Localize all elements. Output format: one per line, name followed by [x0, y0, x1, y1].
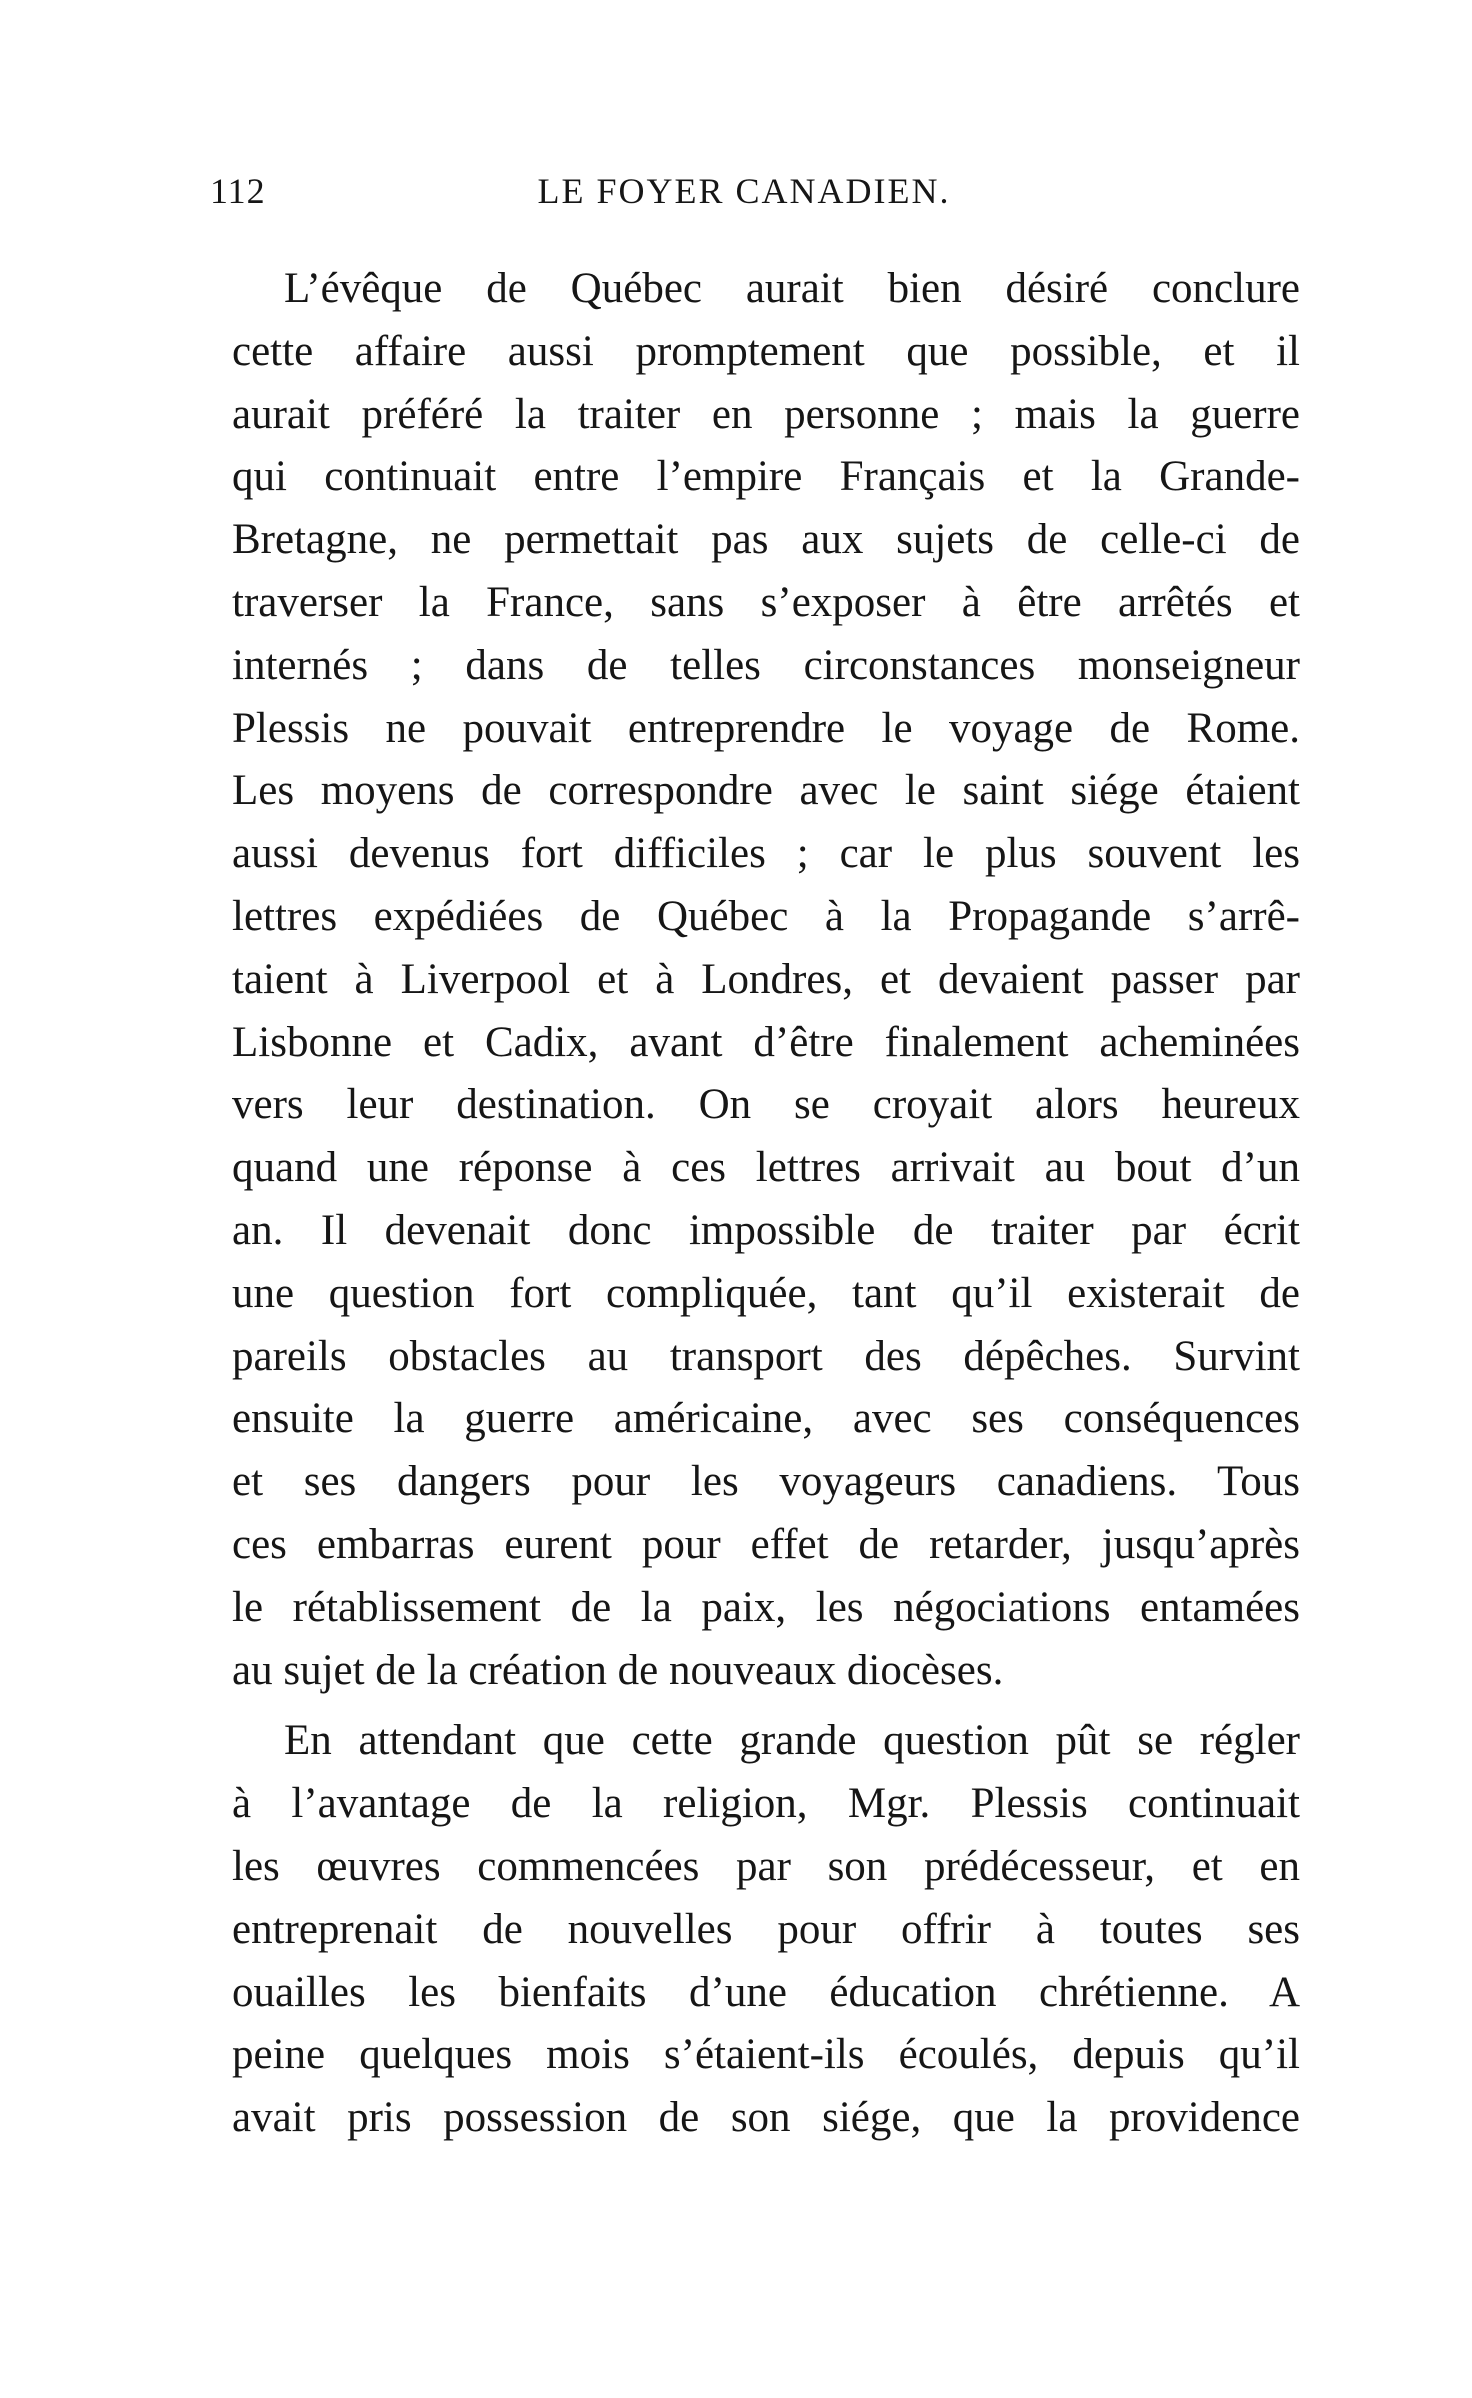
text-line: ouailles les bienfaits d’une éducation chrétienne. A — [232, 1968, 1300, 2016]
text-line: L’évêque de Québec aurait bien désiré conclure — [284, 265, 1300, 312]
text-line: qui continuait entre l’empire Français et la Grande- — [232, 453, 1300, 501]
text-line: ces embarras eurent pour effet de retarder, jusqu’après — [232, 1520, 1300, 1568]
body-text — [232, 258, 1300, 2150]
page-header — [210, 170, 1278, 230]
paragraph-2 — [232, 1710, 1300, 2150]
text-line: lettres expédiées de Québec à la Propagande s’arrê- — [232, 892, 1300, 940]
text-line: taient à Liverpool et à Londres, et devaient passer par — [232, 955, 1300, 1003]
page-number: 112 — [210, 171, 266, 211]
text-line: Les moyens de correspondre avec le saint siége étaient — [232, 767, 1300, 815]
text-line: Plessis ne pouvait entreprendre le voyage de Rome. — [232, 704, 1300, 752]
text-line: les œuvres commencées par son prédécesseur, et en — [232, 1842, 1300, 1890]
text-line: Lisbonne et Cadix, avant d’être finalement acheminées — [232, 1018, 1300, 1066]
text-line: vers leur destination. On se croyait alors heureux — [232, 1081, 1300, 1129]
text-line: et ses dangers pour les voyageurs canadiens. Tous — [232, 1458, 1300, 1506]
text-line: le rétablissement de la paix, les négociations entamées — [232, 1583, 1300, 1631]
paragraph-spacer — [232, 1702, 1300, 1710]
text-line: an. Il devenait donc impossible de traiter par écrit — [232, 1206, 1300, 1254]
text-line: internés ; dans de telles circonstances monseigneur — [232, 641, 1300, 689]
text-line: au sujet de la création de nouveaux diocèses. — [232, 1646, 1004, 1694]
text-line: à l’avantage de la religion, Mgr. Plessis continuait — [232, 1780, 1300, 1828]
text-line: cette affaire aussi promptement que possible, et il — [232, 327, 1300, 375]
text-line: peine quelques mois s’étaient-ils écoulés, depuis qu’il — [232, 2031, 1300, 2079]
text-line: quand une réponse à ces lettres arrivait au bout d’un — [232, 1144, 1300, 1192]
text-line: une question fort compliquée, tant qu’il existerait de — [232, 1269, 1300, 1317]
text-line: En attendant que cette grande question pût se régler — [284, 1717, 1300, 1765]
text-line: traverser la France, sans s’exposer à être arrêtés et — [232, 578, 1300, 626]
text-line: entreprenait de nouvelles pour offrir à toutes ses — [232, 1905, 1300, 1953]
text-line: pareils obstacles au transport des dépêches. Survint — [232, 1332, 1300, 1380]
text-line: avait pris possession de son siége, que la providence — [232, 2094, 1300, 2142]
text-line: aussi devenus fort difficiles ; car le plus souvent les — [232, 830, 1300, 878]
running-head: LE FOYER CANADIEN. — [537, 171, 951, 211]
text-line: Bretagne, ne permettait pas aux sujets de celle-ci de — [232, 516, 1300, 564]
text-line: ensuite la guerre américaine, avec ses conséquences — [232, 1395, 1300, 1443]
text-line: aurait préféré la traiter en personne ; mais la guerre — [232, 390, 1300, 438]
paragraph-1 — [232, 258, 1300, 1702]
